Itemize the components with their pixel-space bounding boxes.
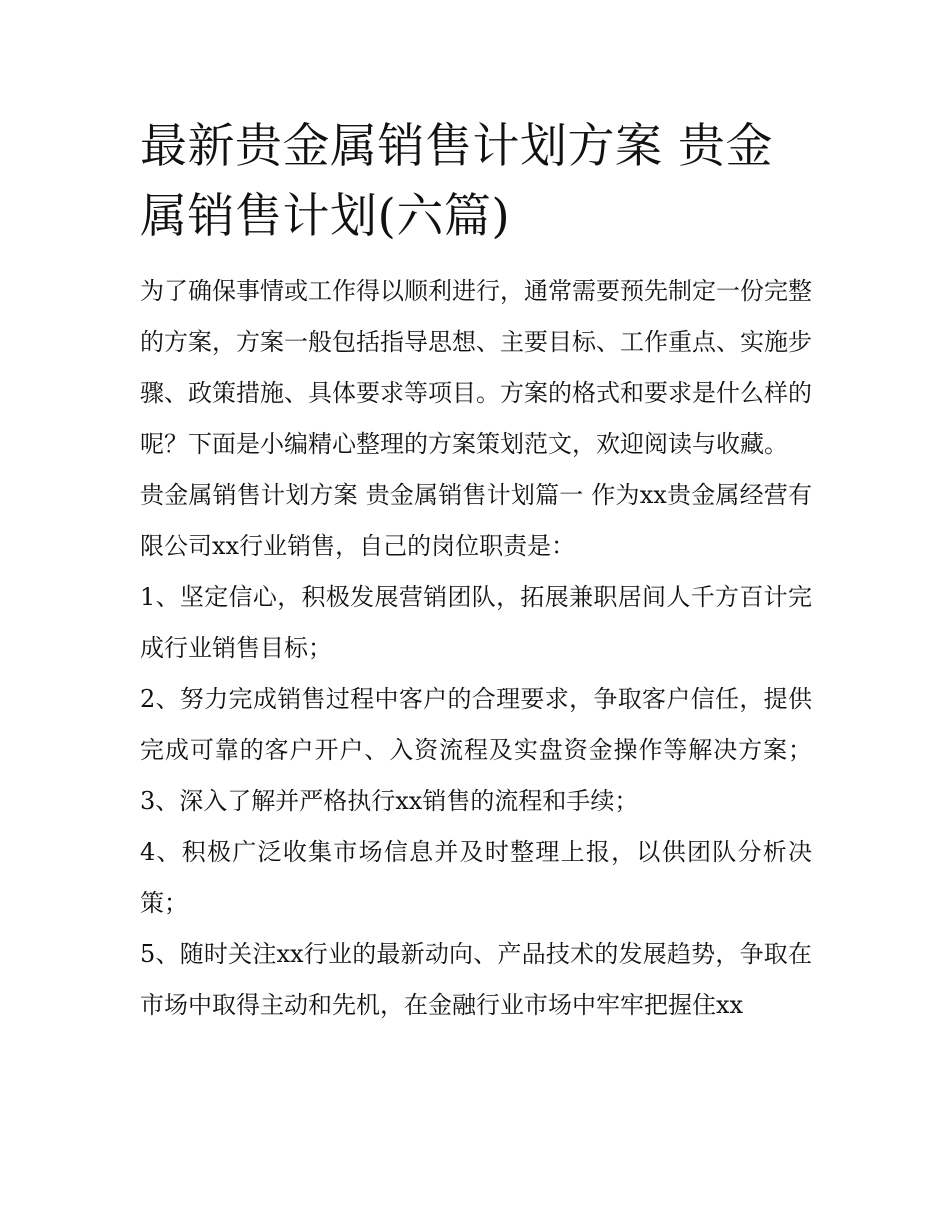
paragraph-item-2-3: 2、努力完成销售过程中客户的合理要求，争取客户信任，提供完成可靠的客户开户、入资流程及实盘资金操作等解决方案； 3、深入了解并严格执行xx销售的流程和手续； [140, 685, 812, 815]
paragraph-item-1: 1、坚定信心，积极发展营销团队，拓展兼职居间人千方百计完成行业销售目标； [140, 583, 812, 662]
paragraph-section-one-heading: 贵金属销售计划方案 贵金属销售计划篇一 作为xx贵金属经营有限公司xx行业销售，自己的岗位职责是： [140, 481, 812, 560]
paragraph-intro: 为了确保事情或工作得以顺利进行，通常需要预先制定一份完整的方案，方案一般包括指导思想、主要目标、工作重点、实施步骤、政策措施、具体要求等项目。方案的格式和要求是什么样的呢？下面是小编精心整理的方案策划范文，欢迎阅读与收藏。 [140, 277, 812, 458]
paragraph-item-5: 5、随时关注xx行业的最新动向、产品技术的发展趋势，争取在市场中取得主动和先机，在金融行业市场中牢牢把握住xx [140, 940, 812, 1019]
document-title: 最新贵金属销售计划方案 贵金属销售计划(六篇) [140, 119, 773, 244]
document-body [140, 112, 812, 1031]
paragraph-item-4: 4、积极广泛收集市场信息并及时整理上报，以供团队分析决策； [140, 838, 812, 917]
